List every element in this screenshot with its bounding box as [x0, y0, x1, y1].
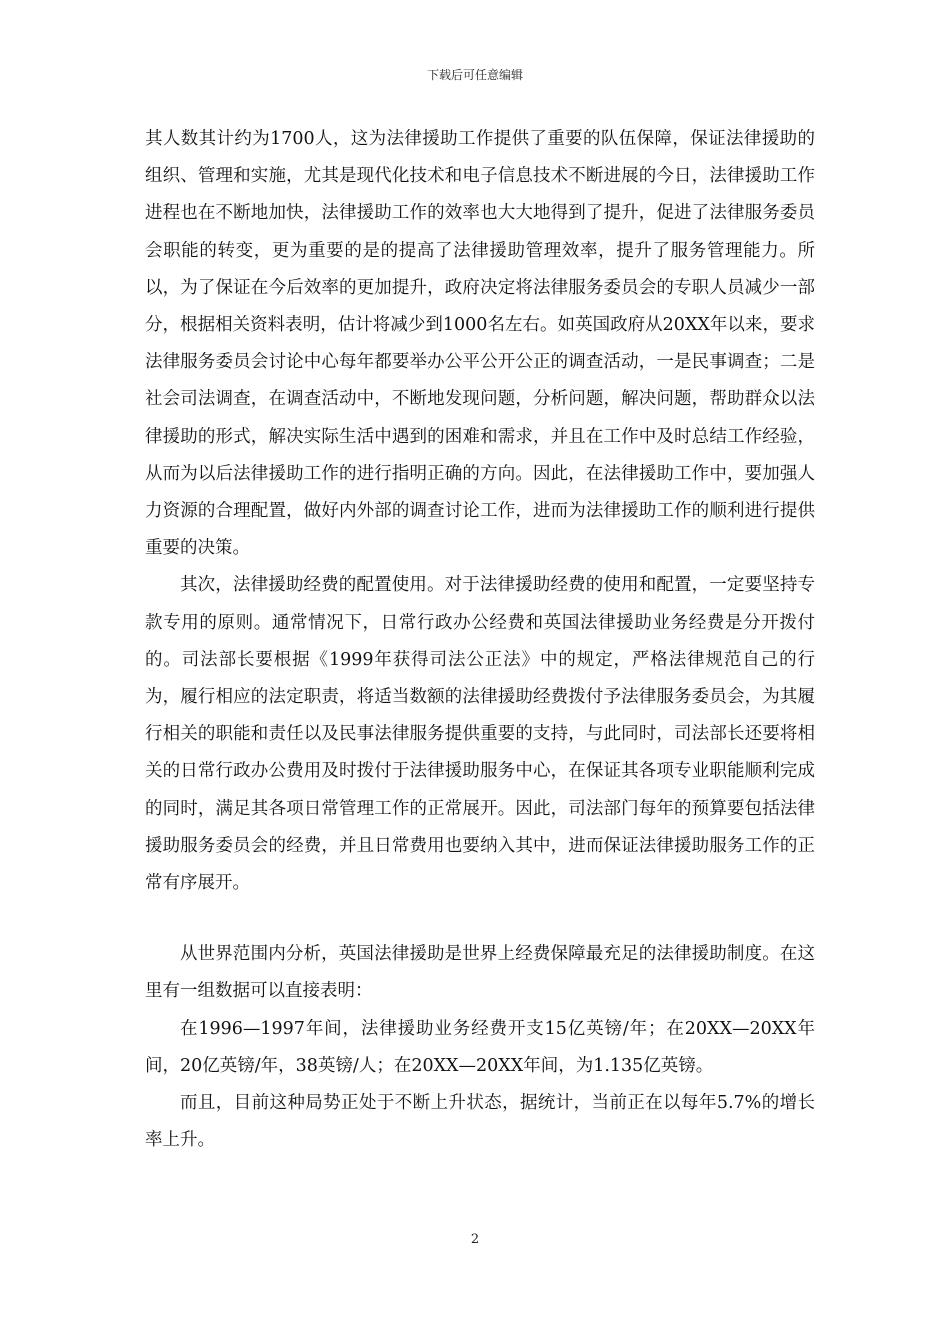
paragraph-2: 其次，法律援助经费的配置使用。对于法律援助经费的使用和配置，一定要坚持专款专用的原则。通常情况下，日常行政办公经费和英国法律援助业务经费是分开拨付的。司法部长要根据《1999年获得司法公正法》中的规定，严格法律规范自己的行为，履行相应的法定职责，将适当数额的法律援助经费拨付予法律服务委员会，为其履行相关的职能和责任以及民事法律服务提供重要的支持，与此同时，司法部长还要将相关的日常行政办公费用及时拨付于法律援助服务中心，在保证其各项专业职能顺利完成的同时，满足其各项日常管理工作的正常展开。因此，司法部门每年的预算要包括法律援助服务委员会的经费，并且日常费用也要纳入其中，进而保证法律援助服务工作的正常有序展开。: [145, 575, 815, 894]
paragraph-5: 而且，目前这种局势正处于不断上升状态，据统计，当前正在以每年5.7%的增长率上升。: [145, 1093, 815, 1151]
paragraph-1: 其人数其计约为1700人，这为法律援助工作提供了重要的队伍保障，保证法律援助的组织、管理和实施，尤其是现代化技术和电子信息技术不断进展的今日，法律援助工作进程也在不断地加快，法律援助工作的效率也大大地得到了提升，促进了法律服务委员会职能的转变，更为重要的是的提高了法律援助管理效率，提升了服务管理能力。所以，为了保证在今后效率的更加提升，政府决定将法律服务委员会的专职人员减少一部分，根据相关资料表明，估计将减少到1000名左右。如英国政府从20XX年以来，要求法律服务委员会讨论中心每年都要举办公平公开公正的调查活动，一是民事调查；二是社会司法调查，在调查活动中，不断地发现问题，分析问题，解决问题，帮助群众以法律援助的形式，解决实际生活中遇到的困难和需求，并且在工作中及时总结工作经验，从而为以后法律援助工作的进行指明正确的方向。因此，在法律援助工作中，要加强人力资源的合理配置，做好内外部的调查讨论工作，进而为法律援助工作的顺利进行提供重要的决策。: [145, 129, 815, 559]
paragraph-3: 从世界范围内分析，英国法律援助是世界上经费保障最充足的法律援助制度。在这里有一组数据可以直接表明：: [145, 944, 815, 1002]
paragraph-spacer: [145, 902, 815, 936]
page-header: 下载后可任意编辑: [426, 68, 523, 82]
page-number: 2: [470, 1232, 480, 1247]
paragraph-4: 在1996—1997年间，法律援助业务经费开支15亿英镑/年；在20XX—20XX年间，20亿英镑/年，38英镑/人；在20XX—20XX年间，为1.135亿英镑。: [145, 1018, 815, 1076]
document-body: [145, 121, 815, 1159]
